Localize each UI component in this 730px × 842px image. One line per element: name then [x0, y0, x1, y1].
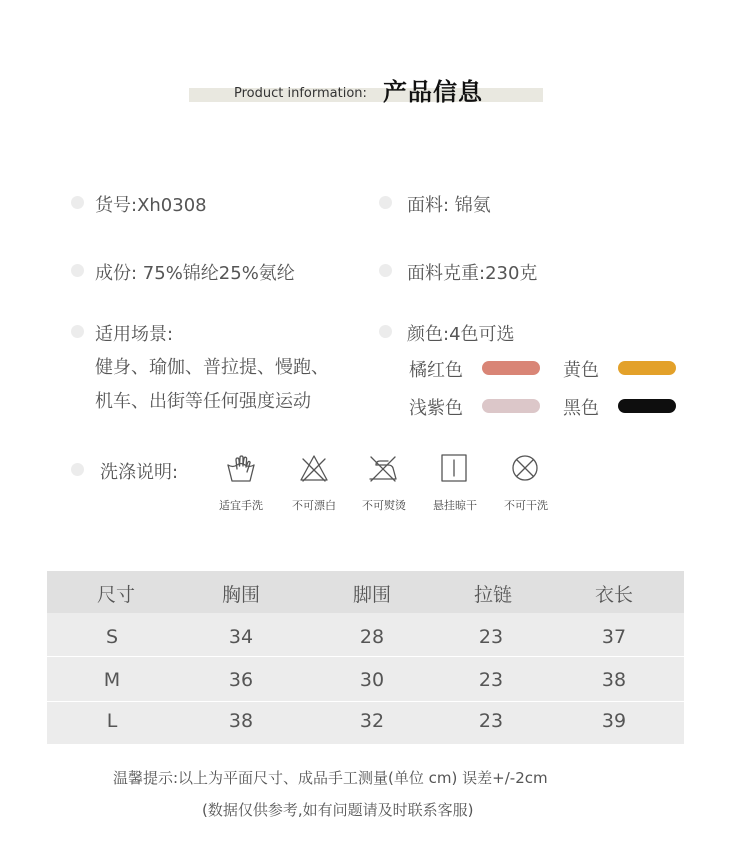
bullet-icon	[71, 325, 84, 338]
header-hem: 脚围	[352, 584, 392, 606]
header-chest: 胸围	[221, 584, 261, 606]
measurement-note: 温馨提示:以上为平面尺寸、成品手工测量(单位 cm) 误差+/-2cm	[113, 769, 548, 787]
color-name-black: 黑色	[563, 398, 599, 419]
header-zipper: 拉链	[473, 584, 513, 606]
header-english-title: Product information:	[234, 86, 367, 101]
header-chinese-title: 产品信息	[383, 78, 483, 106]
table-cell: S	[105, 626, 119, 648]
table-cell: 23	[478, 669, 504, 691]
care-label-no-dry-clean: 不可干洗	[504, 499, 548, 512]
table-cell: 30	[359, 669, 385, 691]
table-cell: 38	[601, 669, 627, 691]
care-label-hand-wash: 适宜手洗	[219, 499, 263, 512]
table-cell: L	[106, 710, 118, 732]
row-divider	[47, 656, 684, 657]
color-swatch-light-purple[interactable]	[482, 399, 540, 413]
table-cell: 37	[601, 626, 627, 648]
care-label-no-bleach: 不可漂白	[292, 499, 336, 512]
scenes-line-1: 健身、瑜伽、普拉提、慢跑、	[95, 357, 329, 378]
bullet-icon	[71, 196, 84, 209]
table-cell: 28	[359, 626, 385, 648]
table-cell: 39	[601, 710, 627, 732]
table-cell: 38	[228, 710, 254, 732]
table-cell: M	[103, 669, 121, 691]
bullet-icon	[71, 264, 84, 277]
table-cell: 23	[478, 626, 504, 648]
table-cell: 32	[359, 710, 385, 732]
size-table-header	[47, 571, 684, 613]
header-size: 尺寸	[96, 584, 136, 606]
fabric-weight: 面料克重:230克	[407, 263, 538, 284]
no-bleach-icon	[298, 452, 330, 484]
color-name-orange-red: 橘红色	[409, 360, 463, 381]
scenes-title: 适用场景:	[95, 324, 174, 345]
color-swatch-orange-red[interactable]	[482, 361, 540, 375]
color-name-yellow: 黄色	[563, 360, 599, 381]
care-label-no-iron: 不可熨烫	[362, 499, 406, 512]
hand-wash-icon	[225, 452, 257, 484]
bullet-icon	[71, 463, 84, 476]
composition: 成份: 75%锦纶25%氨纶	[95, 263, 295, 284]
color-name-light-purple: 浅紫色	[409, 398, 463, 419]
care-title: 洗涤说明:	[100, 462, 179, 483]
table-cell: 23	[478, 710, 504, 732]
no-dry-clean-icon	[509, 452, 541, 484]
item-number: 货号:Xh0308	[95, 195, 207, 216]
color-swatch-black[interactable]	[618, 399, 676, 413]
table-cell: 34	[228, 626, 254, 648]
scenes-line-2: 机车、出街等任何强度运动	[95, 391, 311, 412]
no-iron-icon	[367, 452, 399, 484]
header-length: 衣长	[594, 584, 634, 606]
hang-dry-icon	[438, 452, 470, 484]
table-cell: 36	[228, 669, 254, 691]
row-divider	[47, 701, 684, 702]
care-label-hang-dry: 悬挂晾干	[433, 499, 477, 512]
bullet-icon	[379, 196, 392, 209]
bullet-icon	[379, 264, 392, 277]
fabric: 面料: 锦氨	[407, 195, 491, 216]
disclaimer-note: (数据仅供参考,如有问题请及时联系客服)	[202, 801, 474, 819]
size-table	[47, 571, 684, 744]
bullet-icon	[379, 325, 392, 338]
colors-title: 颜色:4色可选	[407, 324, 515, 345]
color-swatch-yellow[interactable]	[618, 361, 676, 375]
